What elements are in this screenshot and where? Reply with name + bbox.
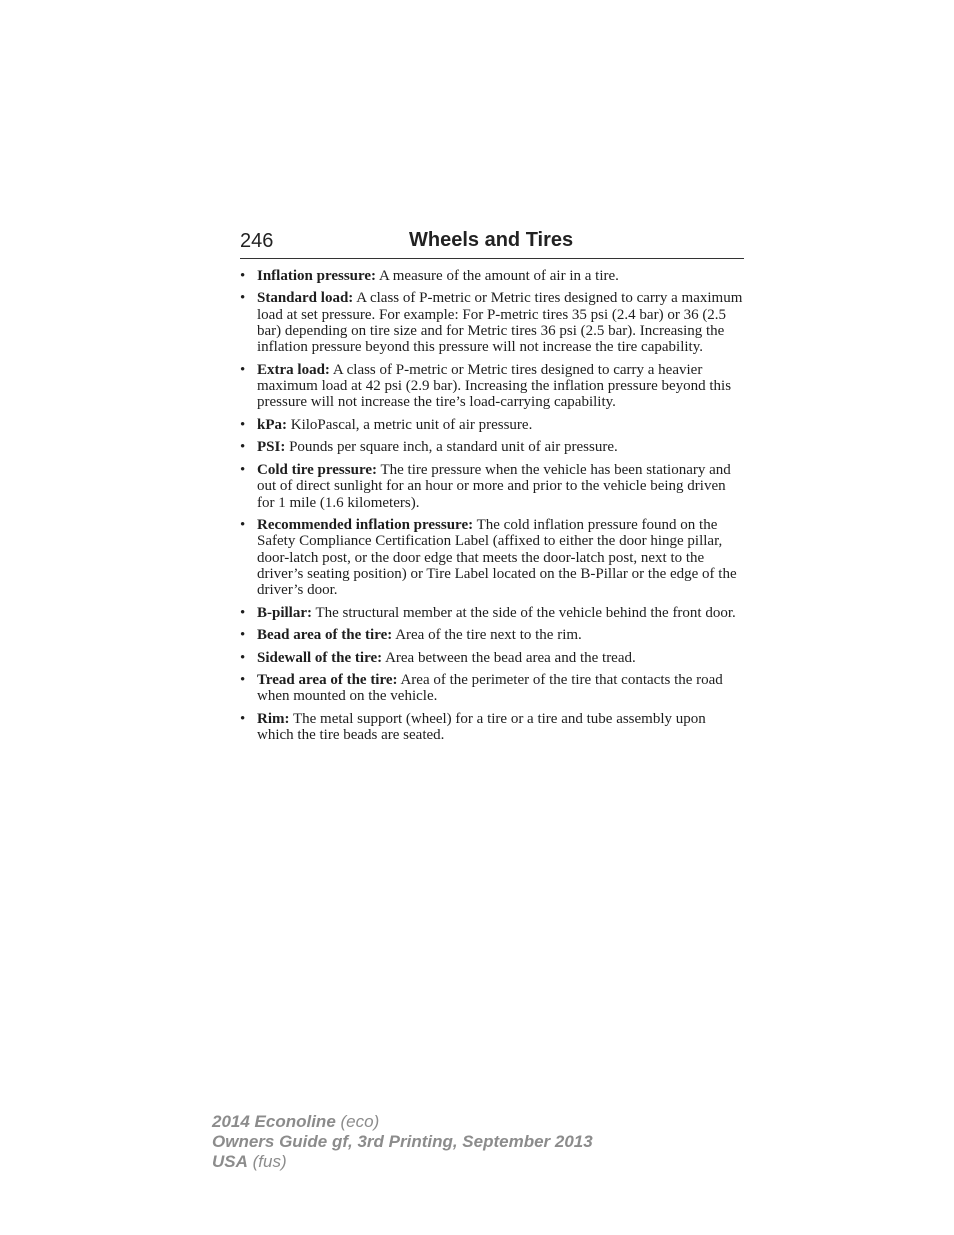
bullet-icon: • <box>240 290 246 307</box>
bullet-icon: • <box>240 710 246 727</box>
footer-market-code: (fus) <box>252 1152 287 1171</box>
footer-market-line <box>212 1152 593 1172</box>
footer-model: 2014 Econoline <box>212 1112 336 1131</box>
bullet-icon: • <box>240 361 246 378</box>
glossary-definition: Area between the bead area and the tread. <box>385 649 636 666</box>
glossary-term: Extra load: <box>257 361 330 378</box>
glossary-term: Bead area of the tire: <box>257 627 393 644</box>
glossary-term: kPa: <box>257 416 287 433</box>
glossary-definition: KiloPascal, a metric unit of air pressure. <box>290 416 533 433</box>
glossary-item <box>240 605 746 621</box>
bullet-icon: • <box>240 627 246 644</box>
bullet-icon: • <box>240 439 246 456</box>
glossary-item <box>240 290 746 355</box>
bullet-icon: • <box>240 672 246 689</box>
glossary-definition: The structural member at the side of the vehicle behind the front door. <box>315 604 736 621</box>
bullet-icon: • <box>240 416 246 433</box>
glossary-definition: A class of P-metric or Metric tires designed to carry a heavier maximum load at 42 psi (2.9 bar). Increasing the inflation pressure beyond this pressure will not increase the tire’s load-carrying capability. <box>257 361 732 411</box>
glossary-term: B-pillar: <box>257 604 312 621</box>
glossary-term: PSI: <box>257 439 286 456</box>
glossary-item <box>240 362 746 411</box>
glossary-term: Sidewall of the tire: <box>257 649 383 666</box>
bullet-icon: • <box>240 461 246 478</box>
footer-guide: Owners Guide gf, 3rd Printing, September 2013 <box>212 1132 593 1151</box>
bullet-icon: • <box>240 268 246 284</box>
glossary-term: Tread area of the tire: <box>257 672 398 689</box>
page-header <box>240 228 744 259</box>
glossary-definition: A measure of the amount of air in a tire. <box>378 268 619 284</box>
glossary-item <box>240 417 746 433</box>
glossary-term: Recommended inflation pressure: <box>257 516 474 533</box>
glossary-definition: The cold inflation pressure found on the Safety Compliance Certification Label (affixed to either the door hinge pillar, door-latch post, or the door edge that meets the door-latch post, next to the driver’s seating position) or Tire Label located on the B-Pillar or the edge of the driver’s door. <box>257 516 737 599</box>
bullet-icon: • <box>240 516 246 533</box>
glossary-definition: The metal support (wheel) for a tire or a tire and tube assembly upon which the tire beads are seated. <box>257 710 706 744</box>
glossary-term: Rim: <box>257 710 290 727</box>
footer-model-line <box>212 1112 593 1132</box>
section-title: Wheels and Tires <box>409 229 574 251</box>
glossary-item <box>240 650 746 666</box>
glossary-term: Inflation pressure: <box>257 268 377 284</box>
page-footer <box>212 1112 593 1172</box>
glossary-item <box>240 439 746 455</box>
glossary-item <box>240 517 746 598</box>
footer-model-code: (eco) <box>340 1112 380 1131</box>
glossary-item <box>240 672 746 705</box>
glossary-definition: Pounds per square inch, a standard unit of air pressure. <box>289 439 618 456</box>
glossary-definition: A class of P-metric or Metric tires designed to carry a maximum load at set pressure. For example: For P-metric tires 35 psi (2.4 bar) or 36 (2.5 bar) depending on tire size and for Metric tires 36 psi (2.5 bar). Increasing the inflation pressure beyond this pressure will not increase the tire capability. <box>257 290 743 356</box>
bullet-icon: • <box>240 604 246 621</box>
glossary-item <box>240 627 746 643</box>
footer-market: USA <box>212 1152 248 1171</box>
tire-terms-glossary <box>240 268 746 750</box>
glossary-definition: The tire pressure when the vehicle has been stationary and out of direct sunlight for an hour or more and prior to the vehicle being driven for 1 mile (1.6 kilometers). <box>257 461 731 511</box>
glossary-definition: Area of the tire next to the rim. <box>395 627 582 644</box>
glossary-term: Standard load: <box>257 290 354 307</box>
page-number: 246 <box>240 230 274 252</box>
footer-guide-line <box>212 1132 593 1152</box>
glossary-item <box>240 462 746 511</box>
glossary-term: Cold tire pressure: <box>257 461 377 478</box>
glossary-item <box>240 711 746 744</box>
glossary-definition: Area of the perimeter of the tire that contacts the road when mounted on the vehicle. <box>257 672 723 705</box>
bullet-icon: • <box>240 649 246 666</box>
glossary-item <box>240 268 746 284</box>
